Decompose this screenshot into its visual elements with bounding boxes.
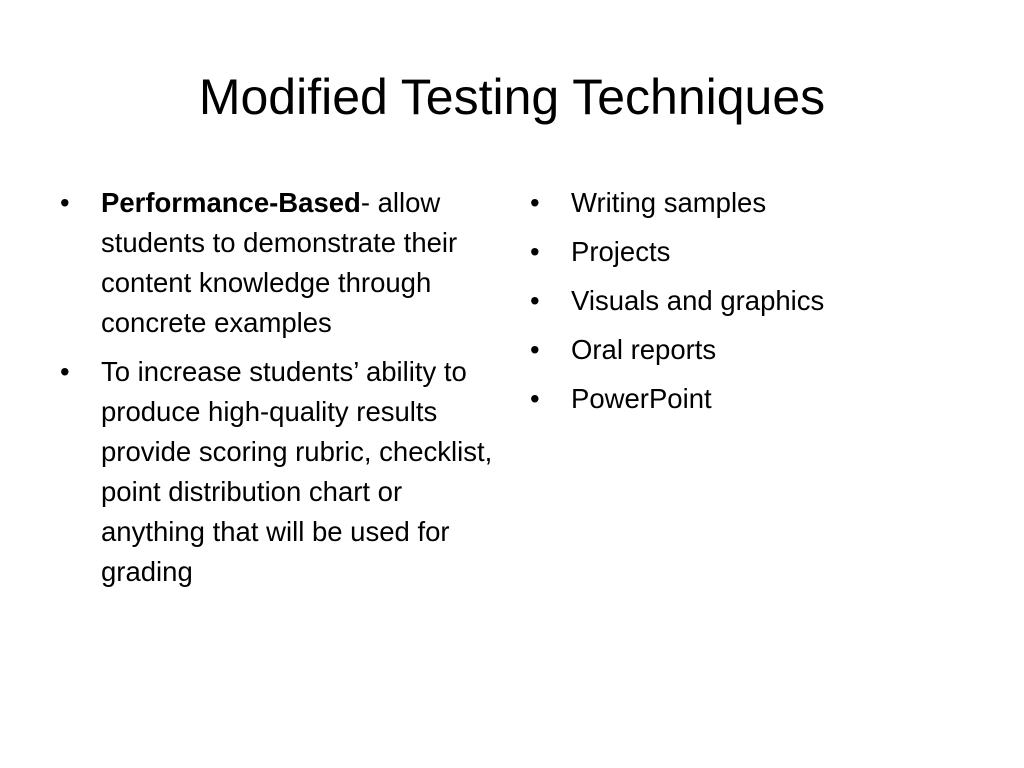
list-item-oral-reports: [530, 330, 990, 370]
list-item-label: Writing samples: [571, 187, 767, 218]
bullet-icon: •: [530, 187, 540, 218]
performance-based-description: - allow students to demonstrate their content knowledge through concrete examples: [101, 187, 458, 338]
bullet-icon: •: [530, 236, 540, 267]
list-item-label: PowerPoint: [571, 383, 712, 414]
bullet-icon: •: [60, 356, 70, 387]
slide-title: Modified Testing Techniques: [198, 69, 826, 125]
list-item-powerpoint: [530, 379, 990, 419]
list-item-increase-ability: [60, 352, 500, 592]
list-item-label: Visuals and graphics: [571, 285, 825, 316]
bullet-icon: •: [530, 383, 540, 414]
performance-based-term: Performance-Based: [101, 187, 361, 218]
list-item-writing-samples: [530, 183, 990, 223]
list-item-label: Oral reports: [571, 334, 717, 365]
bullet-icon: •: [530, 334, 540, 365]
list-item-label: Projects: [571, 236, 671, 267]
bullet-icon: •: [60, 187, 70, 218]
bullet-icon: •: [530, 285, 540, 316]
list-item-performance-based: [60, 183, 500, 343]
right-bullet-list: [530, 183, 990, 419]
left-bullet-list: [60, 183, 500, 592]
list-item-projects: [530, 232, 990, 272]
increase-ability-text: To increase students’ ability to produce high-quality results provide scoring rubric, checklist, point distribution chart or anything that will be used for grading: [101, 356, 493, 587]
list-item-visuals-and-graphics: [530, 281, 990, 321]
